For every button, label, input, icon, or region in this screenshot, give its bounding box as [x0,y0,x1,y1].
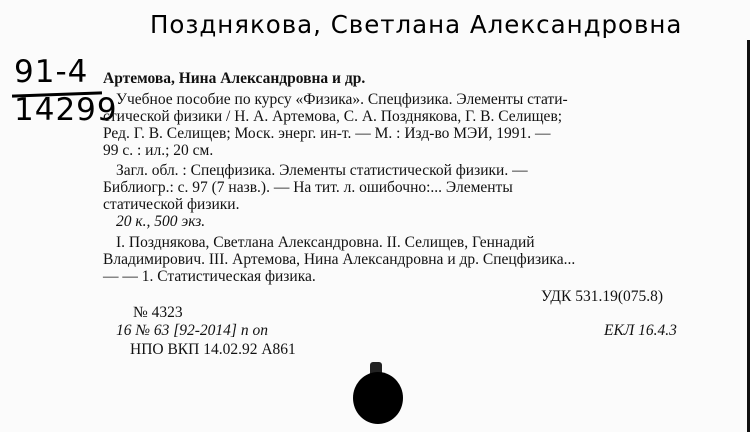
note-line: Загл. обл. : Спецфизика. Элементы статистической физики. — [116,162,528,179]
record-number: № 4323 [133,304,183,321]
entry-heading: Артемова, Нина Александровна и др. [103,70,366,87]
print-code: 16 № 63 [92-2014] п оп [116,322,268,339]
tracing-line: I. Позднякова, Светлана Александровна. II. Селищев, Геннадий [116,234,535,251]
tracing-line: Владимирович. III. Артемова, Нина Александровна и др. Спецфизика... [103,251,576,268]
punch-hole [353,372,403,424]
udc-code: УДК 531.19(075.8) [541,288,664,305]
tracing-line: — — 1. Статистическая физика. [103,268,316,285]
ekl-code: ЕКЛ 16.4.3 [604,322,677,339]
body-line: стической физики / Н. А. Артемова, С. А. Позднякова, Г. В. Селищев; [103,108,563,125]
body-line: 99 с. : ил.; 20 см. [103,142,214,159]
handwritten-shelfmark: 91-4 [14,54,89,90]
npo-code: НПО ВКП 14.02.92 А861 [130,341,296,358]
price-line: 20 к., 500 экз. [116,213,206,230]
handwritten-author-name: Позднякова, Светлана Александровна [150,10,683,39]
handwritten-inventory-number: 14299 [14,92,118,128]
note-line: Библиогр.: с. 97 (7 назв.). — На тит. л. ошибочно:... Элементы [103,179,513,196]
note-line: статической физики. [103,196,240,213]
body-line: Учебное пособие по курсу «Физика». Спецфизика. Элементы стати- [116,91,568,108]
body-line: Ред. Г. В. Селищев; Моск. энерг. ин-т. — М. : Изд-во МЭИ, 1991. — [103,125,551,142]
